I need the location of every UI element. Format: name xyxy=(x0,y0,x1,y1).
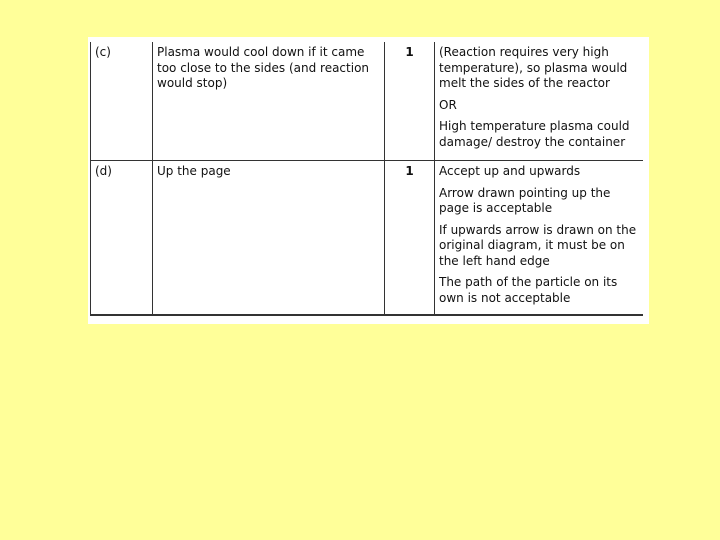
note-line: High temperature plasma could damage/ destroy the container xyxy=(439,119,630,149)
note-line: Arrow drawn pointing up the page is acceptable xyxy=(439,185,611,215)
mark-cell: 1 xyxy=(385,161,435,316)
note-line: If upwards arrow is drawn on the original diagram, it must be on the left hand edge xyxy=(439,222,637,268)
note-line: (Reaction requires very high temperature), so plasma would melt the sides of the reactor xyxy=(439,45,628,90)
notes-cell xyxy=(435,161,644,316)
notes-cell xyxy=(435,42,644,161)
table-row xyxy=(91,42,644,161)
note-line: The path of the particle on its own is not acceptable xyxy=(439,275,618,305)
mark-scheme-sheet xyxy=(88,37,649,324)
mark-scheme-table xyxy=(90,42,643,316)
answer-cell: Plasma would cool down if it came too close to the sides (and reaction would stop) xyxy=(153,42,385,161)
mark-cell: 1 xyxy=(385,42,435,161)
note-line: Accept up and upwards xyxy=(439,164,581,178)
question-part: (d) xyxy=(91,161,153,316)
note-line: OR xyxy=(439,97,457,112)
answer-cell: Up the page xyxy=(153,161,385,316)
table-row xyxy=(91,161,644,316)
question-part: (c) xyxy=(91,42,153,161)
